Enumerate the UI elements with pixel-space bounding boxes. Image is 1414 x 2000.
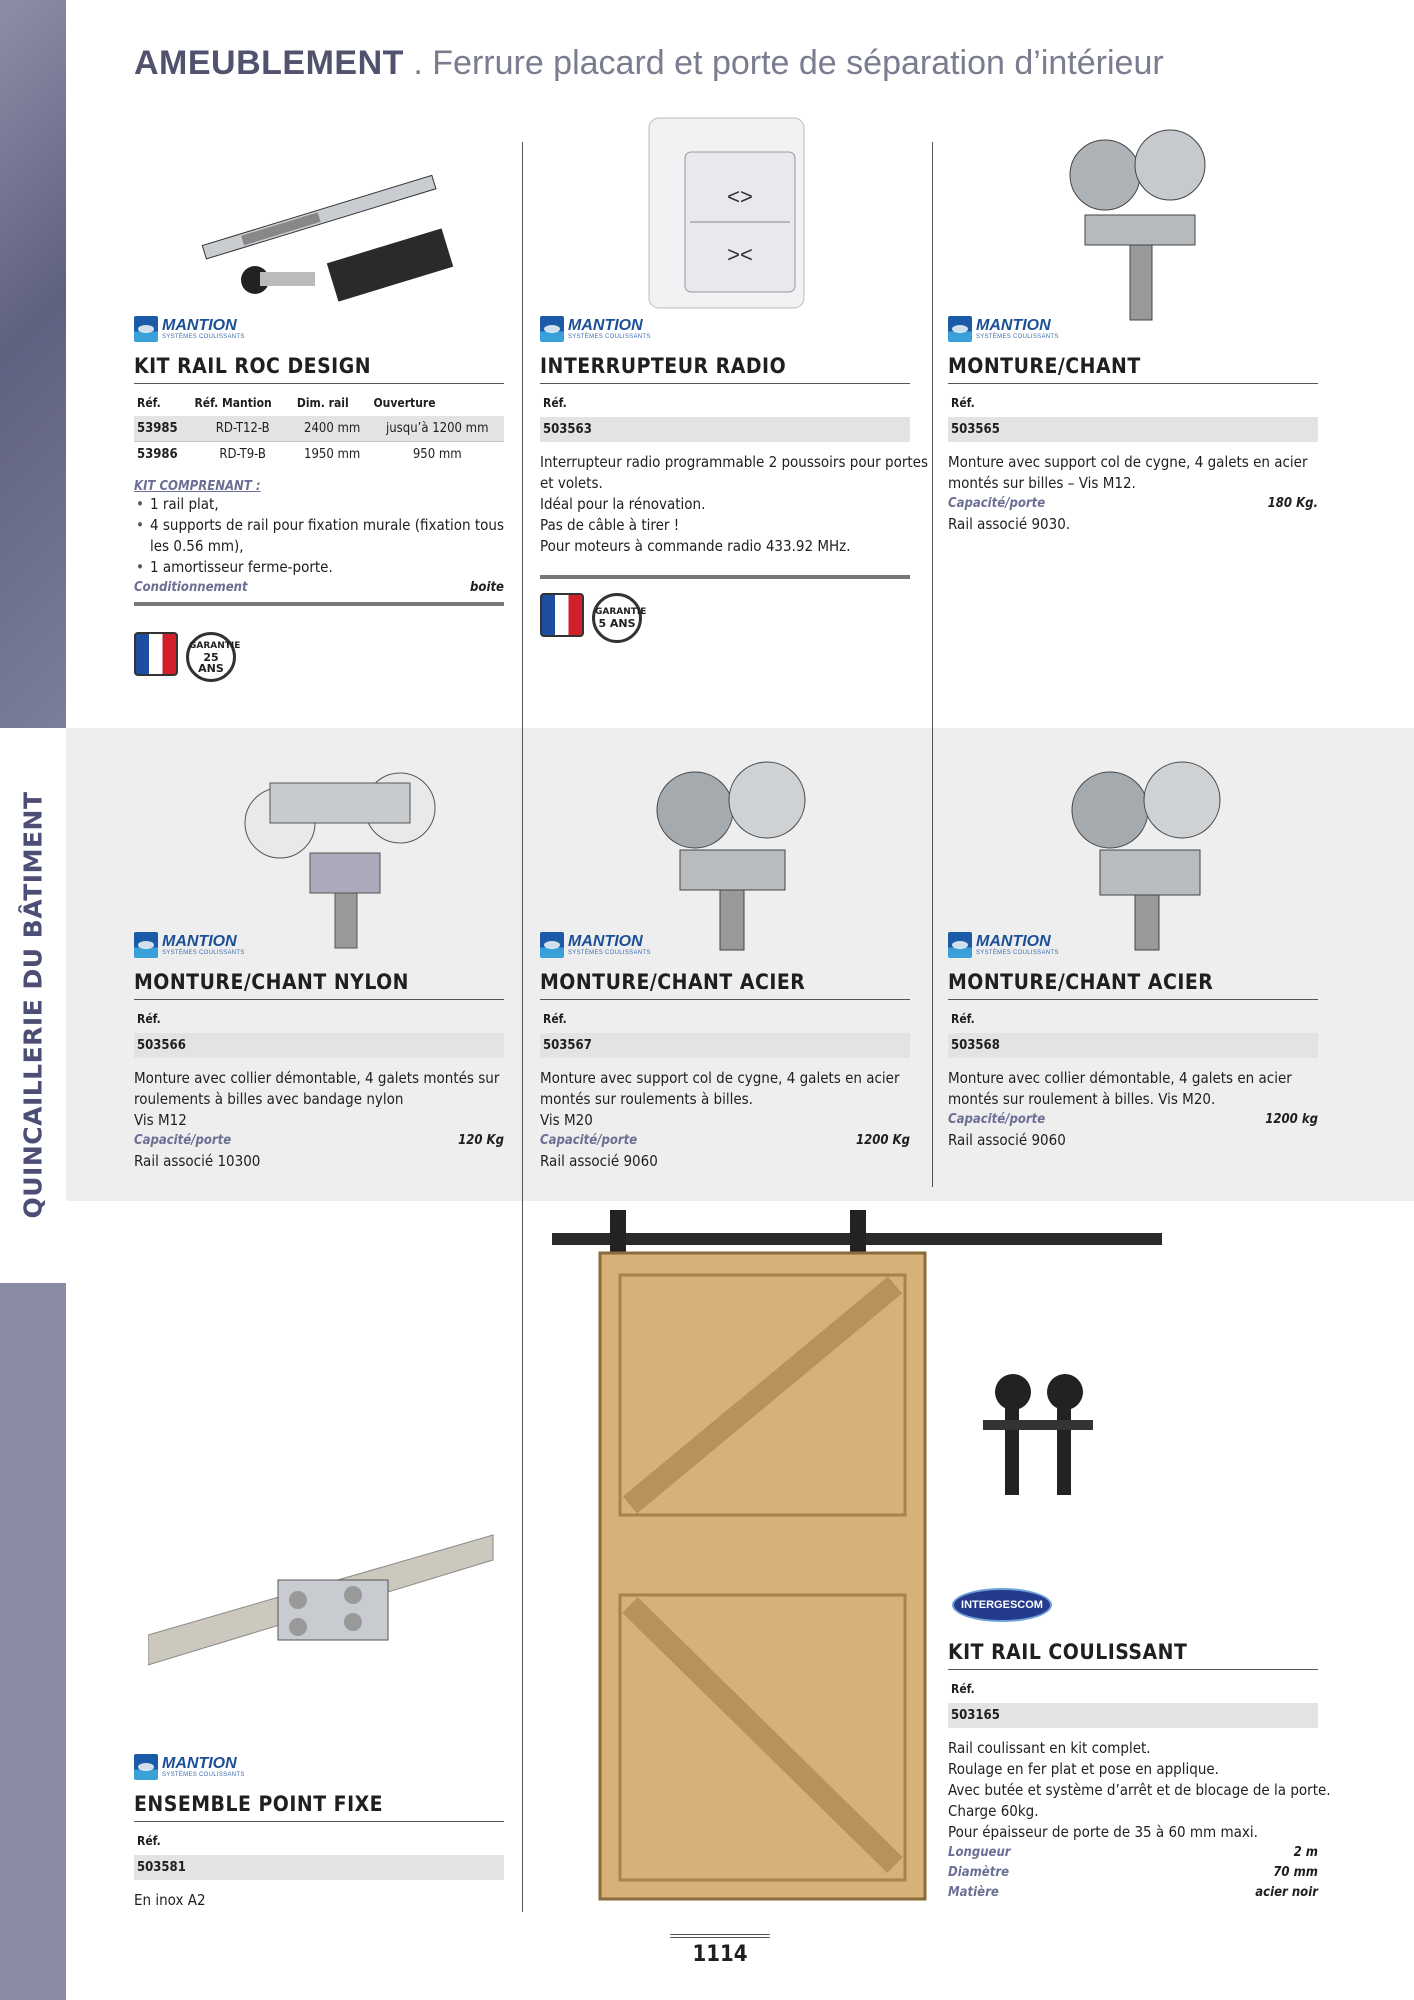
page-title-subtitle: . Ferrure placard et porte de séparation d’intérieur [403, 44, 1164, 82]
product-title: MONTURE/CHANT NYLON [134, 970, 504, 1000]
brand-subtitle: SYSTÈMES COULISSANTS [162, 333, 245, 340]
desc-line: montés sur billes – Vis M12. [948, 474, 1136, 492]
trolley-image [1060, 125, 1215, 330]
associated-rail: Rail associé 9060 [948, 1131, 1066, 1149]
product-kit-rail-roc-design [134, 314, 504, 682]
capacity-row [134, 1131, 504, 1151]
list-item: • 1 rail plat, [134, 494, 504, 515]
spec-row [948, 1863, 1318, 1883]
ref-value: 503565 [948, 417, 1318, 442]
table-row [134, 416, 504, 442]
product-interrupteur-radio [540, 314, 928, 643]
brand-name: MANTION [976, 316, 1051, 334]
mantion-logo [540, 930, 910, 960]
svg-text:><: >< [727, 242, 753, 267]
guarantee-badge [592, 593, 647, 643]
ref-value: 503568 [948, 1033, 1318, 1058]
product-title: INTERRUPTEUR RADIO [540, 354, 910, 384]
spec-label: Diamètre [948, 1865, 1010, 1880]
spec-label: Conditionnement [134, 580, 248, 595]
table-cell: jusqu’à 1200 mm [371, 416, 505, 442]
brand-name: MANTION [568, 316, 643, 334]
ref-label: Réf. [951, 1682, 975, 1696]
desc-line: montés sur roulement à billes. Vis M20. [948, 1090, 1216, 1108]
brand-name: MANTION [162, 932, 237, 950]
ref-value: 503581 [134, 1855, 504, 1880]
associated-rail: Rail associé 10300 [134, 1152, 261, 1170]
desc-line: et volets. [540, 474, 603, 492]
ref-table [134, 384, 504, 467]
fixed-point-image [148, 1525, 498, 1685]
mantion-logo [134, 314, 504, 344]
table-cell: 950 mm [412, 447, 462, 462]
table-cell: RD-T12-B [191, 416, 293, 442]
desc-line: Monture avec support col de cygne, 4 galets en acier [948, 453, 1308, 471]
nylon-trolley-image [240, 758, 440, 953]
desc-line: Pas de câble à tirer ! [540, 516, 680, 534]
mantion-logo [134, 930, 504, 960]
desc-line: Vis M12 [134, 1111, 187, 1129]
mantion-logo-icon [540, 316, 564, 342]
brand-subtitle: SYSTÈMES COULISSANTS [568, 949, 651, 956]
spec-value: 120 Kg [458, 1133, 504, 1148]
mantion-logo [134, 1752, 504, 1782]
ref-value: 503165 [948, 1703, 1318, 1728]
product-description [948, 1738, 1331, 1843]
badge-years: 25 ANS [198, 650, 224, 675]
france-badge-icon [540, 593, 584, 637]
spec-label: Capacité/porte [540, 1133, 638, 1148]
spec-value: acier noir [1255, 1885, 1318, 1900]
page-title [134, 44, 1164, 83]
brand-name: MANTION [568, 932, 643, 950]
desc-line: Monture avec collier démontable, 4 galets montés sur [134, 1069, 500, 1087]
product-description [540, 1068, 910, 1131]
product-monture-chant-nylon [134, 930, 504, 1172]
ref-value: 503567 [540, 1033, 910, 1058]
spec-label: Matière [948, 1885, 999, 1900]
brand-name: MANTION [162, 316, 237, 334]
spec-value: 70 mm [1273, 1865, 1318, 1880]
mantion-logo-icon [134, 1754, 158, 1780]
page-number: 1114 [670, 1934, 770, 1967]
col-header: Dim. rail [296, 396, 349, 410]
table-cell: 53985 [134, 416, 191, 442]
product-ensemble-point-fixe [134, 1752, 504, 1911]
steel-trolley-image [645, 750, 815, 955]
ref-value: 503566 [134, 1033, 504, 1058]
capacity-row [540, 1131, 910, 1151]
desc-line: Interrupteur radio programmable 2 poussoirs pour portes [540, 453, 928, 471]
product-title: KIT RAIL ROC DESIGN [134, 354, 504, 384]
kit-contents-list [134, 494, 504, 578]
ref-label: Réf. [137, 1012, 161, 1026]
kit-rail-image [180, 140, 460, 315]
desc-line: roulements à billes avec bandage nylon [134, 1090, 404, 1108]
radio-switch-image [645, 112, 810, 317]
product-description [948, 452, 1318, 494]
ref-label: Réf. [951, 396, 975, 410]
page-title-category: AMEUBLEMENT [134, 44, 404, 82]
table-cell: 2400 mm [294, 416, 371, 442]
product-description [134, 1068, 504, 1131]
list-item: • 1 amortisseur ferme-porte. [134, 557, 504, 578]
spec-label: Capacité/porte [134, 1133, 232, 1148]
spec-row [948, 1883, 1318, 1903]
associated-rail: Rail associé 9030. [948, 515, 1071, 533]
guarantee-badge [186, 632, 241, 682]
desc-line: Monture avec support col de cygne, 4 galets en acier [540, 1069, 900, 1087]
brand-subtitle: SYSTÈMES COULISSANTS [976, 949, 1059, 956]
product-description [540, 452, 928, 557]
divider [134, 602, 504, 606]
spec-label: Longueur [948, 1845, 1011, 1860]
product-title: MONTURE/CHANT [948, 354, 1318, 384]
mantion-logo-icon [948, 316, 972, 342]
col-header: Réf. [137, 396, 161, 410]
mantion-logo-icon [948, 932, 972, 958]
spec-value: 1200 Kg [855, 1133, 910, 1148]
barn-door-hardware-image [983, 1370, 1093, 1500]
ref-value: 503563 [540, 417, 910, 442]
product-description: En inox A2 [134, 1891, 206, 1909]
product-monture-chant-acier-503567 [540, 930, 910, 1172]
spec-value: boite [470, 580, 504, 595]
brand-subtitle: SYSTÈMES COULISSANTS [568, 333, 651, 340]
product-monture-chant [948, 314, 1318, 535]
mantion-logo [948, 314, 1318, 344]
table-cell: RD-T9-B [219, 447, 266, 462]
brand-name: MANTION [162, 1754, 237, 1772]
table-header [134, 384, 504, 416]
packaging-row [134, 578, 504, 598]
brand-subtitle: SYSTÈMES COULISSANTS [162, 949, 245, 956]
col-header: Ouverture [373, 396, 436, 410]
mantion-logo [948, 930, 1318, 960]
table-cell: 1950 mm [304, 447, 361, 462]
brand-subtitle: SYSTÈMES COULISSANTS [162, 1771, 245, 1778]
badge-text: GARANTIE [189, 640, 241, 651]
column-divider [932, 142, 933, 1187]
spec-label: Capacité/porte [948, 496, 1046, 511]
brand-subtitle: SYSTÈMES COULISSANTS [976, 333, 1059, 340]
badges [134, 632, 504, 682]
col-header: Réf. Mantion [194, 396, 272, 410]
badges [540, 593, 910, 643]
ref-label: Réf. [543, 396, 567, 410]
capacity-row [948, 494, 1318, 514]
spec-row [948, 1843, 1318, 1863]
product-title: KIT RAIL COULISSANT [948, 1640, 1318, 1670]
spec-label: Capacité/porte [948, 1112, 1046, 1127]
kit-contents-title: KIT COMPRENANT : [134, 479, 261, 494]
desc-line: Rail coulissant en kit complet. [948, 1739, 1151, 1757]
column-divider [522, 142, 523, 1912]
steel-trolley-image-2 [1060, 750, 1230, 955]
table-cell: 53986 [137, 447, 178, 462]
desc-line: Charge 60kg. [948, 1802, 1039, 1820]
spec-value: 2 m [1293, 1845, 1318, 1860]
section-label: QUINCAILLERIE DU BÂTIMENT [18, 791, 48, 1219]
table-row [134, 442, 504, 468]
badge-text: GARANTIE [595, 607, 647, 617]
spec-value: 1200 kg [1265, 1112, 1318, 1127]
desc-line: Pour épaisseur de porte de 35 à 60 mm maxi. [948, 1823, 1258, 1841]
mantion-logo-icon [134, 316, 158, 342]
sidebar-decor-bottom [0, 1283, 66, 2000]
brand-name: MANTION [976, 932, 1051, 950]
ref-label: Réf. [137, 1834, 161, 1848]
sidebar-decor-top [0, 0, 66, 728]
badge-years: 5 ANS [598, 617, 636, 630]
mantion-logo [540, 314, 910, 344]
ref-label: Réf. [543, 1012, 567, 1026]
product-monture-chant-acier-503568 [948, 930, 1318, 1151]
desc-line: Idéal pour la rénovation. [540, 495, 706, 513]
capacity-row [948, 1110, 1318, 1130]
intergescom-logo: INTERGESCOM [952, 1588, 1052, 1622]
mantion-logo-icon [134, 932, 158, 958]
mantion-logo-icon [540, 932, 564, 958]
ref-label: Réf. [951, 1012, 975, 1026]
desc-line: Avec butée et système d’arrêt et de blocage de la porte. [948, 1781, 1331, 1799]
product-kit-rail-coulissant [948, 1630, 1331, 1903]
product-description [948, 1068, 1318, 1110]
product-title: ENSEMBLE POINT FIXE [134, 1792, 504, 1822]
desc-line: Pour moteurs à commande radio 433.92 MHz. [540, 537, 851, 555]
france-badge-icon [134, 632, 178, 676]
product-title: MONTURE/CHANT ACIER [540, 970, 910, 1000]
desc-line: Roulage en fer plat et pose en applique. [948, 1760, 1219, 1778]
desc-line: montés sur roulements à billes. [540, 1090, 753, 1108]
svg-text:<>: <> [727, 184, 753, 209]
spec-value: 180 Kg. [1267, 496, 1318, 511]
desc-line: Vis M20 [540, 1111, 593, 1129]
associated-rail: Rail associé 9060 [540, 1152, 658, 1170]
desc-line: Monture avec collier démontable, 4 galets en acier [948, 1069, 1292, 1087]
product-title: MONTURE/CHANT ACIER [948, 970, 1318, 1000]
divider [540, 575, 910, 579]
list-item: • 4 supports de rail pour fixation murale (fixation tous les 0.56 mm), [134, 515, 504, 557]
